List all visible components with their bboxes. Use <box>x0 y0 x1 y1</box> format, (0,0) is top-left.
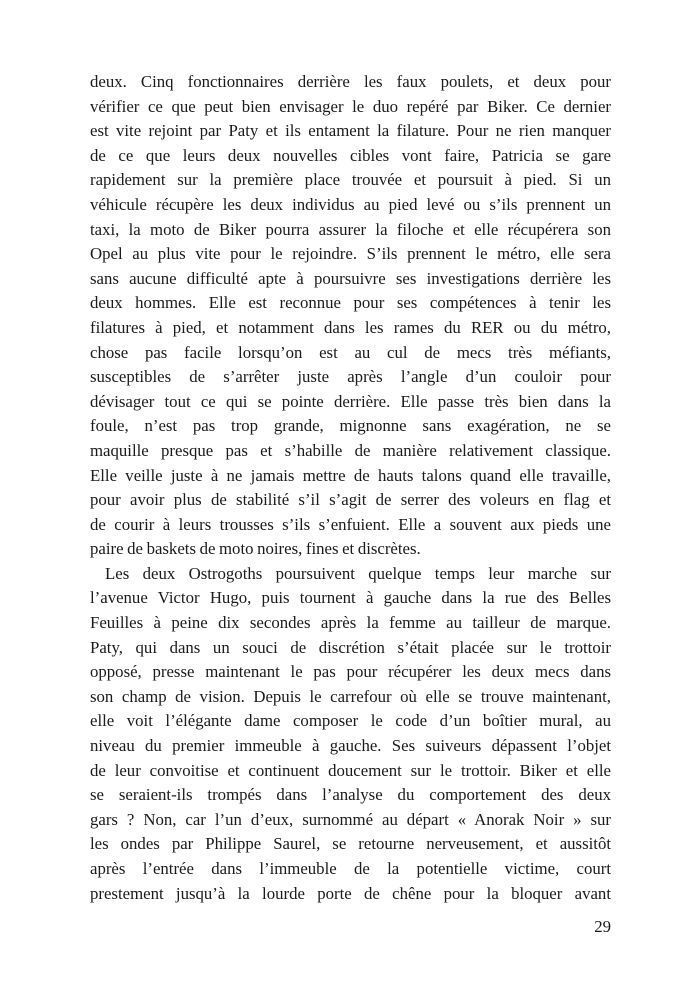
text-line: pour avoir plus de stabilité s’il s’agit de serrer des voleurs en flag et <box>90 490 611 510</box>
text-line: susceptibles de s’arrêter juste après l’angle d’un couloir pour <box>90 367 611 387</box>
text-line: elle voit l’élégante dame composer le code d’un boîtier mural, au <box>90 711 611 731</box>
text-line: Opel au plus vite pour le rejoindre. S’ils prennent le métro, elle sera <box>90 244 611 264</box>
page-text <box>90 70 611 906</box>
text-line: de courir à leurs trousses s’ils s’enfuient. Elle a souvent aux pieds une <box>90 514 611 534</box>
text-line: de leur convoitise et continuent doucement sur le trottoir. Biker et elle <box>90 760 611 780</box>
paragraph <box>90 70 611 562</box>
text-line: Paty, qui dans un souci de discrétion s’était placée sur le trottoir <box>90 637 611 657</box>
text-line: après l’entrée dans l’immeuble de la potentielle victime, court <box>90 859 611 878</box>
text-line: paire de baskets de moto noires, fines et discrètes. <box>90 539 421 559</box>
text-line: maquille presque pas et s’habille de manière relativement classique. <box>90 440 611 460</box>
text-line: niveau du premier immeuble à gauche. Ses suiveurs dépassent l’objet <box>90 736 611 756</box>
text-line: Les deux Ostrogoths poursuivent quelque temps leur marche sur <box>105 563 611 583</box>
text-line: les ondes par Philippe Saurel, se retourne nerveusement, et aussitôt <box>90 834 611 854</box>
text-line: Feuilles à peine dix secondes après la femme au tailleur de marque. <box>90 613 611 633</box>
text-line: foule, n’est pas trop grande, mignonne sans exagération, ne se <box>90 416 611 436</box>
text-line: l’avenue Victor Hugo, puis tournent à gauche dans la rue des Belles <box>90 588 611 608</box>
text-line: deux. Cinq fonctionnaires derrière les faux poulets, et deux pour <box>90 72 611 91</box>
text-line: de ce que leurs deux nouvelles cibles vont faire, Patricia se gare <box>90 145 611 165</box>
text-line: dévisager tout ce qui se pointe derrière. Elle passe très bien dans la <box>90 391 611 411</box>
text-line: chose pas facile lorsqu’on est au cul de mecs très méfiants, <box>90 342 611 362</box>
text-line: opposé, presse maintenant le pas pour récupérer les deux mecs dans <box>90 662 611 682</box>
text-line: sans aucune difficulté apte à poursuivre ses investigations derrière les <box>90 268 611 288</box>
text-line: Elle veille juste à ne jamais mettre de hauts talons quand elle travaille, <box>90 465 611 485</box>
text-line: filatures à pied, et notamment dans les rames du RER ou du métro, <box>90 317 611 337</box>
text-line: deux hommes. Elle est reconnue pour ses compétences à tenir les <box>90 293 611 313</box>
page-number: 29 <box>594 917 611 936</box>
text-line: véhicule récupère les deux individus au pied levé ou s’ils prennent un <box>90 194 611 214</box>
text-line: prestement jusqu’à la lourde porte de chêne pour la bloquer avant <box>90 883 611 903</box>
paragraph <box>90 562 611 906</box>
text-line: taxi, la moto de Biker pourra assurer la filoche et elle récupérera son <box>90 219 611 239</box>
text-line: rapidement sur la première place trouvée et poursuit à pied. Si un <box>90 170 611 190</box>
text-line: se seraient-ils trompés dans l’analyse du comportement des deux <box>90 785 611 805</box>
text-line: est vite rejoint par Paty et ils entament la filature. Pour ne rien manquer <box>90 121 611 141</box>
text-line: vérifier ce que peut bien envisager le duo repéré par Biker. Ce dernier <box>90 96 611 116</box>
text-line: gars ? Non, car l’un d’eux, surnommé au départ « Anorak Noir » sur <box>90 809 611 829</box>
text-line: son champ de vision. Depuis le carrefour où elle se trouve maintenant, <box>90 686 611 706</box>
